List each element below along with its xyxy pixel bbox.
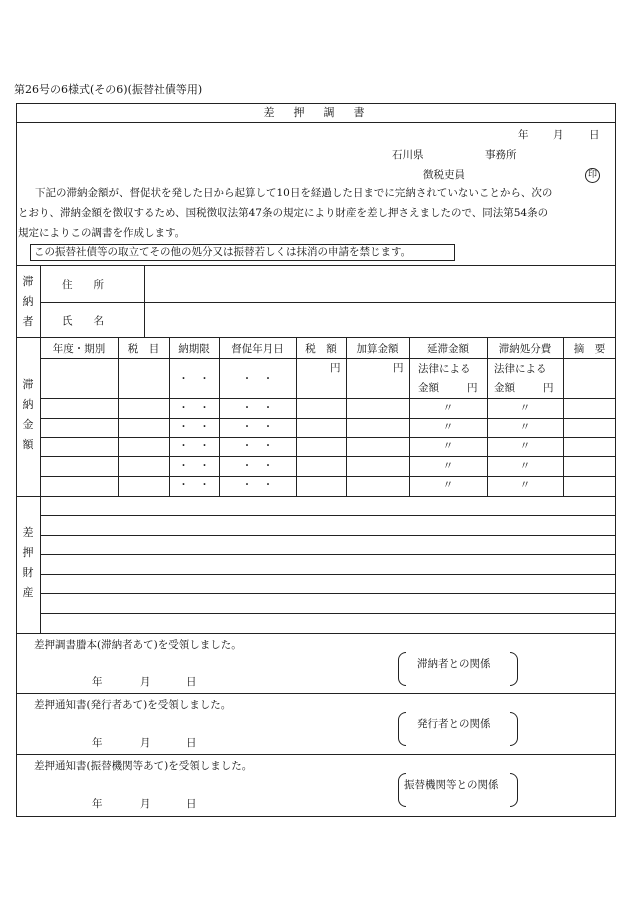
body-text-line-1: 下記の滞納金額が、督促状を発した日から起算して10日を経過した日までに完納されていないことから、次の (35, 187, 553, 199)
disposition-law-amount: 金額 (494, 382, 515, 394)
receipt-2-text: 差押通知書(発行者あて)を受領しました。 (34, 699, 232, 711)
demand-date-placeholder: ・ ・ (241, 373, 274, 385)
body-text-line-3: 規定によりこの調書を作成します。 (18, 227, 186, 239)
issuer-prefecture: 石川県 (392, 149, 424, 161)
ditto-mark: 〃 (442, 460, 454, 472)
issuer-official: 徴税吏員 (423, 169, 465, 181)
demand-date-placeholder: ・ ・ (241, 421, 274, 433)
header-year: 年 (518, 129, 529, 141)
header-due-date: 納期限 (178, 343, 210, 355)
demand-date-placeholder: ・ ・ (241, 402, 274, 414)
delinquency-law-text: 法律による (418, 363, 471, 375)
prohibition-notice: この振替社債等の取立てその他の処分又は振替若しくは抹消の申請を禁じます。 (34, 246, 412, 258)
header-tax-amount: 税 額 (305, 343, 337, 355)
receipt-2-day: 日 (186, 737, 197, 749)
header-tax-item: 税 目 (127, 343, 160, 355)
receipt-3-day: 日 (186, 798, 197, 810)
receipt-3-month: 月 (140, 798, 151, 810)
receipt-2-year: 年 (92, 737, 103, 749)
name-label: 氏 名 (62, 315, 104, 327)
document-title: 差 押 調 書 (263, 106, 369, 119)
header-demand-date: 督促年月日 (231, 343, 284, 355)
due-date-placeholder: ・ ・ (178, 460, 210, 472)
ditto-mark: 〃 (519, 460, 531, 472)
receipt-1-month: 月 (140, 676, 151, 688)
due-date-placeholder: ・ ・ (178, 373, 210, 385)
receipt-3-relation: 振替機関等との関係 (404, 779, 499, 791)
form-number: 第26号の6様式(その6)(振替社債等用) (14, 83, 203, 96)
receipt-2-relation: 発行者との関係 (417, 718, 491, 730)
ditto-mark: 〃 (519, 479, 531, 491)
issuer-office: 事務所 (485, 149, 517, 161)
receipt-1-relation: 滞納者との関係 (417, 658, 491, 670)
disposition-yen-unit: 円 (543, 382, 554, 394)
due-date-placeholder: ・ ・ (178, 421, 210, 433)
header-disposition-cost: 滞納処分費 (498, 343, 552, 355)
header-month: 月 (553, 129, 564, 141)
tax-amount-yen-unit: 円 (330, 362, 341, 374)
header-remarks: 摘 要 (573, 343, 606, 355)
amount-section-label: 滞納金額 (22, 378, 34, 451)
delinquency-yen-unit: 円 (467, 382, 478, 394)
ditto-mark: 〃 (442, 402, 454, 414)
additional-amount-yen-unit: 円 (393, 362, 404, 374)
receipt-1-day: 日 (186, 676, 197, 688)
demand-date-placeholder: ・ ・ (241, 479, 274, 491)
receipt-3-text: 差押通知書(振替機関等あて)を受領しました。 (34, 760, 253, 772)
due-date-placeholder: ・ ・ (178, 440, 210, 452)
ditto-mark: 〃 (442, 421, 454, 433)
official-seal-mark: 印 (585, 168, 600, 183)
receipt-2-month: 月 (140, 737, 151, 749)
demand-date-placeholder: ・ ・ (241, 460, 274, 472)
delinquency-law-amount: 金額 (418, 382, 439, 394)
ditto-mark: 〃 (442, 440, 454, 452)
address-label: 住 所 (62, 279, 104, 291)
header-additional-amount: 加算金額 (356, 343, 399, 355)
due-date-placeholder: ・ ・ (178, 402, 210, 414)
demand-date-placeholder: ・ ・ (241, 440, 274, 452)
ditto-mark: 〃 (519, 421, 531, 433)
receipt-1-year: 年 (92, 676, 103, 688)
ditto-mark: 〃 (519, 402, 531, 414)
header-delinquency-charge: 延滞金額 (427, 343, 469, 355)
header-fiscal-year-period: 年度・期別 (52, 343, 106, 355)
header-day: 日 (589, 129, 600, 141)
seized-property-label: 差押財産 (22, 526, 34, 599)
receipt-3-year: 年 (92, 798, 103, 810)
ditto-mark: 〃 (442, 479, 454, 491)
ditto-mark: 〃 (519, 440, 531, 452)
delinquent-label: 滞納者 (22, 275, 34, 328)
receipt-1-text: 差押調書謄本(滞納者あて)を受領しました。 (34, 639, 242, 651)
body-text-line-2: とおり、滞納金額を徴収するため、国税徴収法第47条の規定により財産を差し押さえましたので、同法第54条の (18, 207, 549, 219)
disposition-law-text: 法律による (494, 363, 547, 375)
due-date-placeholder: ・ ・ (178, 479, 210, 491)
